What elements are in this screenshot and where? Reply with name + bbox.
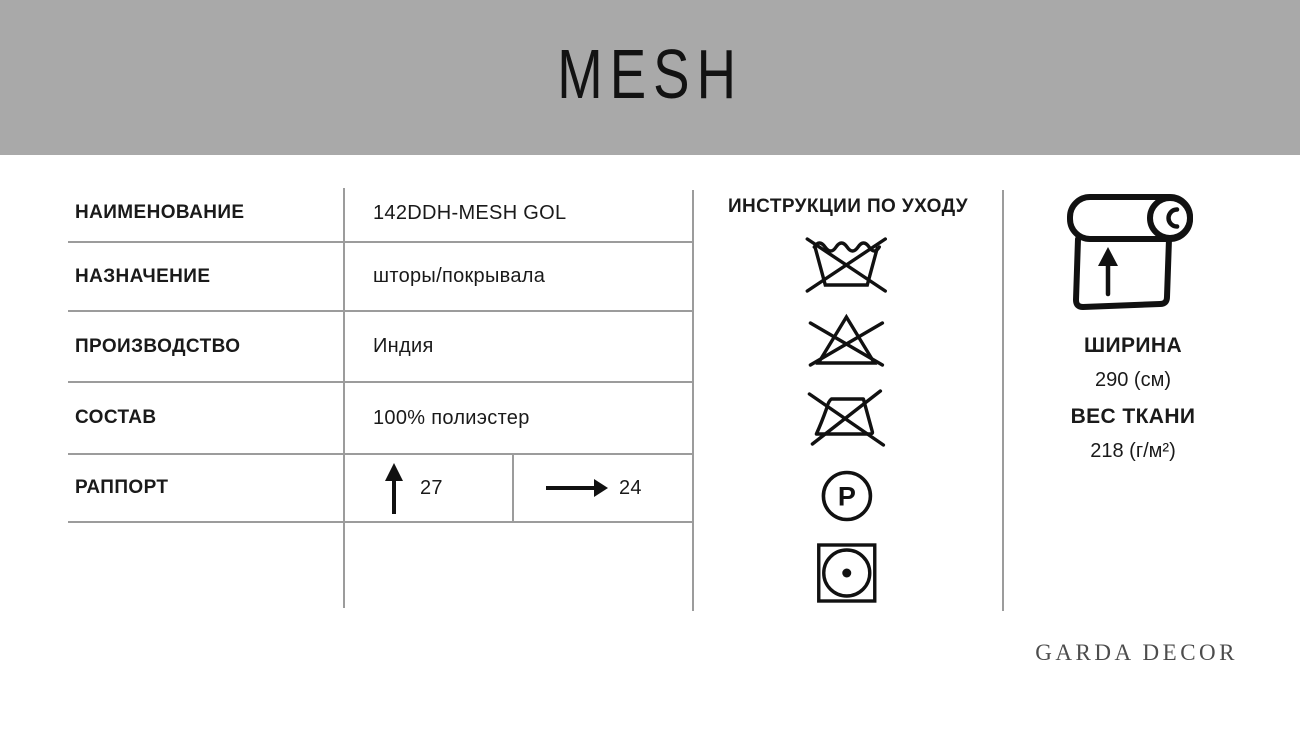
care-heading: ИНСТРУКЦИИ ПО УХОДУ bbox=[728, 196, 968, 217]
table-row-purpose bbox=[68, 243, 693, 312]
rapport-vertical-value: 27 bbox=[420, 476, 443, 499]
row-value: 100% полиэстер bbox=[373, 406, 530, 429]
weight-label: ВЕС ТКАНИ bbox=[1070, 405, 1196, 428]
fabric-title: MESH bbox=[557, 35, 743, 114]
tumble-dry-dot-icon bbox=[816, 542, 878, 604]
width-value: 290 (см) bbox=[1095, 369, 1171, 391]
row-label: РАППОРТ bbox=[75, 477, 169, 498]
row-label: НАИМЕНОВАНИЕ bbox=[75, 202, 245, 223]
table-row-rapport bbox=[68, 455, 693, 523]
table-extension bbox=[68, 523, 693, 608]
care-section bbox=[694, 190, 1002, 611]
width-label: ШИРИНА bbox=[1083, 334, 1183, 357]
arrow-right-icon bbox=[544, 477, 610, 499]
do-not-bleach-icon bbox=[806, 311, 886, 369]
details-section bbox=[1004, 190, 1262, 462]
rapport-horizontal-cell bbox=[512, 455, 693, 521]
row-label: ПРОИЗВОДСТВО bbox=[75, 335, 241, 357]
row-value: Индия bbox=[373, 335, 434, 357]
table-column-divider bbox=[343, 188, 345, 608]
weight-value: 218 (г/м²) bbox=[1090, 440, 1176, 462]
row-label: НАЗНАЧЕНИЕ bbox=[75, 265, 211, 287]
arrow-up-icon bbox=[381, 459, 407, 517]
fabric-roll-icon bbox=[1004, 190, 1262, 320]
do-not-iron-icon bbox=[806, 387, 886, 449]
row-label: СОСТАВ bbox=[75, 407, 157, 428]
table-row-production bbox=[68, 312, 693, 383]
row-value: шторы/покрывала bbox=[373, 265, 546, 287]
header-band bbox=[0, 0, 1300, 155]
rapport-values bbox=[343, 455, 693, 521]
dry-clean-letter: P bbox=[837, 481, 856, 512]
table-row-name bbox=[68, 185, 693, 243]
row-value: 142DDH-MESH GOL bbox=[373, 201, 567, 224]
dry-clean-p-icon bbox=[820, 469, 874, 523]
do-not-wash-icon bbox=[803, 235, 889, 295]
brand-logo: GARDA DECOR bbox=[1035, 640, 1238, 665]
spec-table bbox=[68, 185, 693, 608]
rapport-horizontal-value: 24 bbox=[619, 476, 642, 499]
rapport-vertical-cell bbox=[343, 455, 512, 521]
table-row-composition bbox=[68, 383, 693, 455]
